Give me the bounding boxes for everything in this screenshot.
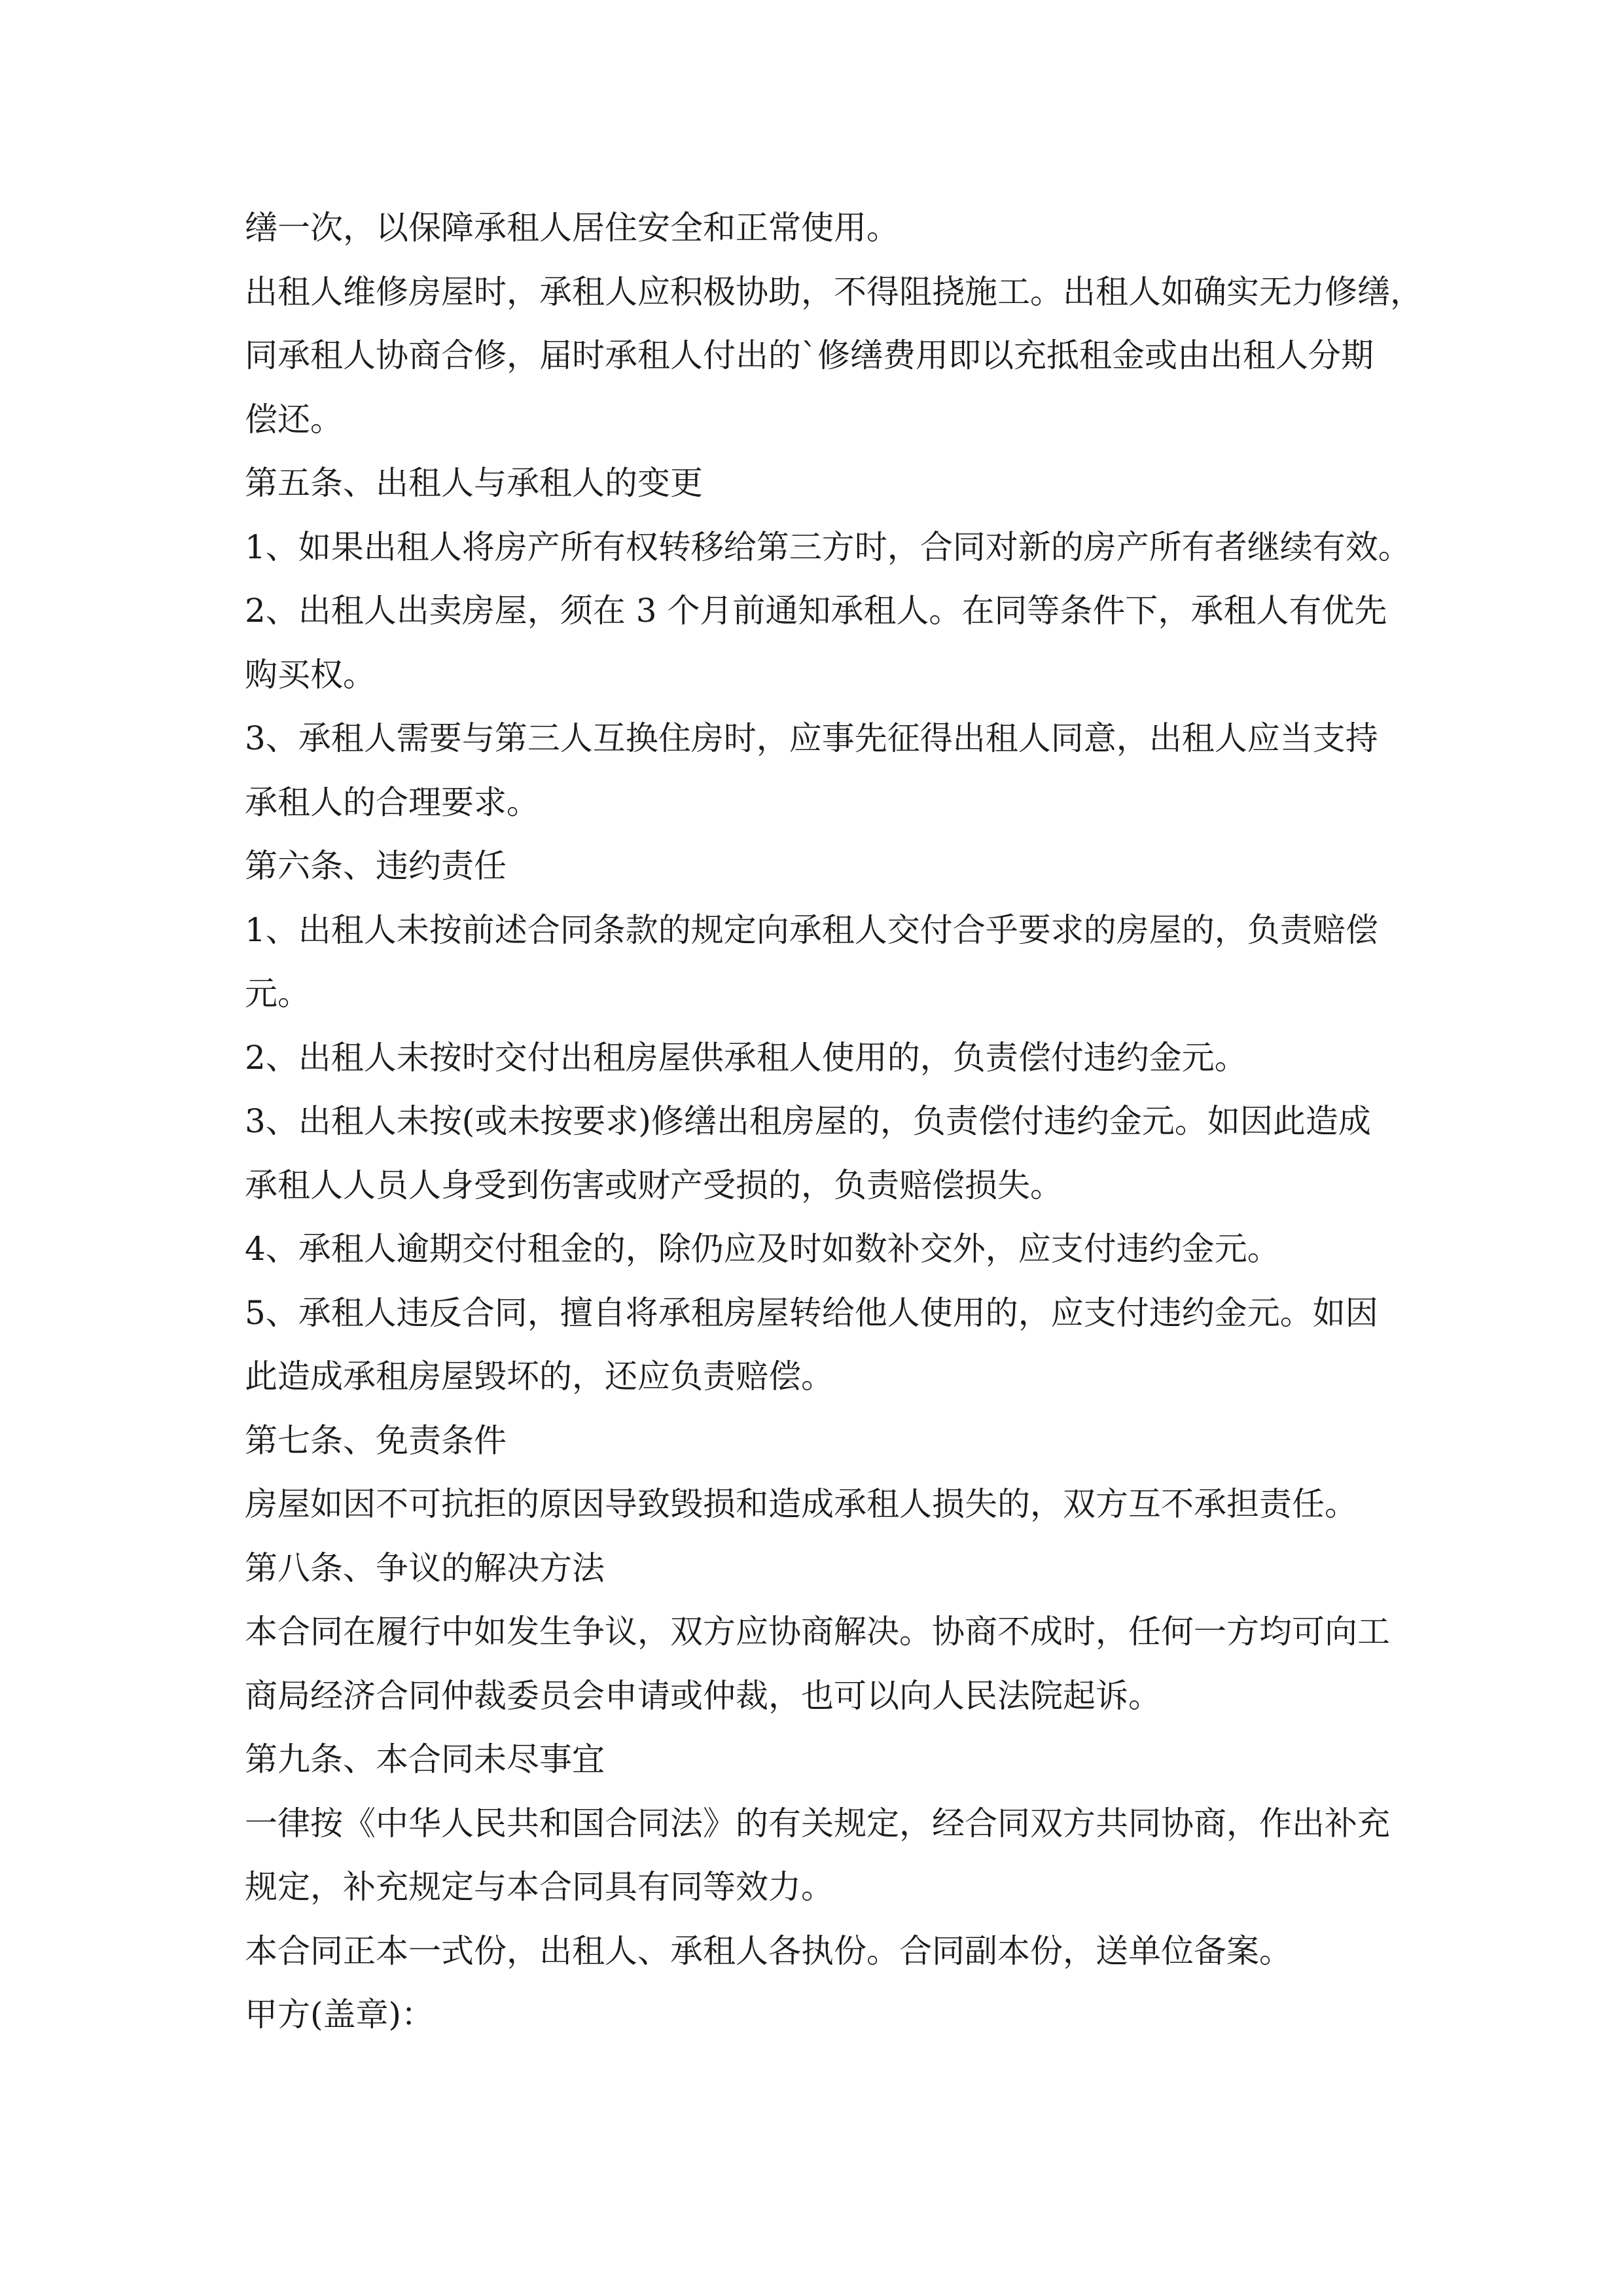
text-line: 缮一次，以保障承租人居住安全和正常使用。 xyxy=(245,209,899,247)
text-line: 4、承租人逾期交付租金的，除仍应及时如数补交外，应支付违约金元。 xyxy=(245,1230,1280,1268)
section-heading: 第九条、本合同未尽事宜 xyxy=(245,1740,605,1778)
section-heading: 第六条、违约责任 xyxy=(245,847,507,885)
text-line: 承租人的合理要求。 xyxy=(245,783,539,821)
section-heading: 第五条、出租人与承租人的变更 xyxy=(245,464,703,502)
text-line: 购买权。 xyxy=(245,655,376,694)
text-line: 本合同在履行中如发生争议，双方应协商解决。协商不成时，任何一方均可向工 xyxy=(245,1613,1390,1651)
text-line: 此造成承租房屋毁坏的，还应负责赔偿。 xyxy=(245,1357,834,1395)
text-line: 1、出租人未按前述合同条款的规定向承租人交付合乎要求的房屋的，负责赔偿 xyxy=(245,910,1378,949)
text-line: 承租人人员人身受到伤害或财产受损的，负责赔偿损失。 xyxy=(245,1166,1063,1204)
signature-label: 甲方(盖章)： xyxy=(245,1996,435,2034)
document-body xyxy=(245,196,1423,2047)
text-line: 同承租人协商合修，届时承租人付出的`修缮费用即以充抵租金或由出租人分期 xyxy=(245,336,1374,374)
text-line: 2、出租人未按时交付出租房屋供承租人使用的，负责偿付违约金元。 xyxy=(245,1038,1247,1077)
text-line: 房屋如因不可抗拒的原因导致毁损和造成承租人损失的，双方互不承担责任。 xyxy=(245,1485,1357,1523)
text-line: 出租人维修房屋时，承租人应积极协助，不得阻挠施工。出租人如确实无力修缮， xyxy=(245,272,1423,311)
text-line: 1、如果出租人将房产所有权转移给第三方时，合同对新的房产所有者继续有效。 xyxy=(245,528,1411,566)
text-line: 3、承租人需要与第三人互换住房时，应事先征得出租人同意，出租人应当支持 xyxy=(245,719,1378,757)
text-line: 一律按《中华人民共和国合同法》的有关规定，经合同双方共同协商，作出补充 xyxy=(245,1804,1390,1842)
text-line: 5、承租人违反合同，擅自将承租房屋转给他人使用的，应支付违约金元。如因 xyxy=(245,1293,1378,1332)
text-line: 偿还。 xyxy=(245,400,343,439)
text-line: 元。 xyxy=(245,975,310,1013)
text-line: 规定，补充规定与本合同具有同等效力。 xyxy=(245,1868,834,1906)
text-line: 2、出租人出卖房屋，须在 3 个月前通知承租人。在同等条件下，承租人有优先 xyxy=(245,592,1387,630)
text-line: 商局经济合同仲裁委员会申请或仲裁，也可以向人民法院起诉。 xyxy=(245,1676,1161,1715)
text-line: 3、出租人未按(或未按要求)修缮出租房屋的，负责偿付违约金元。如因此造成 xyxy=(245,1102,1371,1140)
section-heading: 第八条、争议的解决方法 xyxy=(245,1549,605,1587)
text-line: 本合同正本一式份，出租人、承租人各执份。合同副本份，送单位备案。 xyxy=(245,1931,1292,1970)
section-heading: 第七条、免责条件 xyxy=(245,1421,507,1460)
